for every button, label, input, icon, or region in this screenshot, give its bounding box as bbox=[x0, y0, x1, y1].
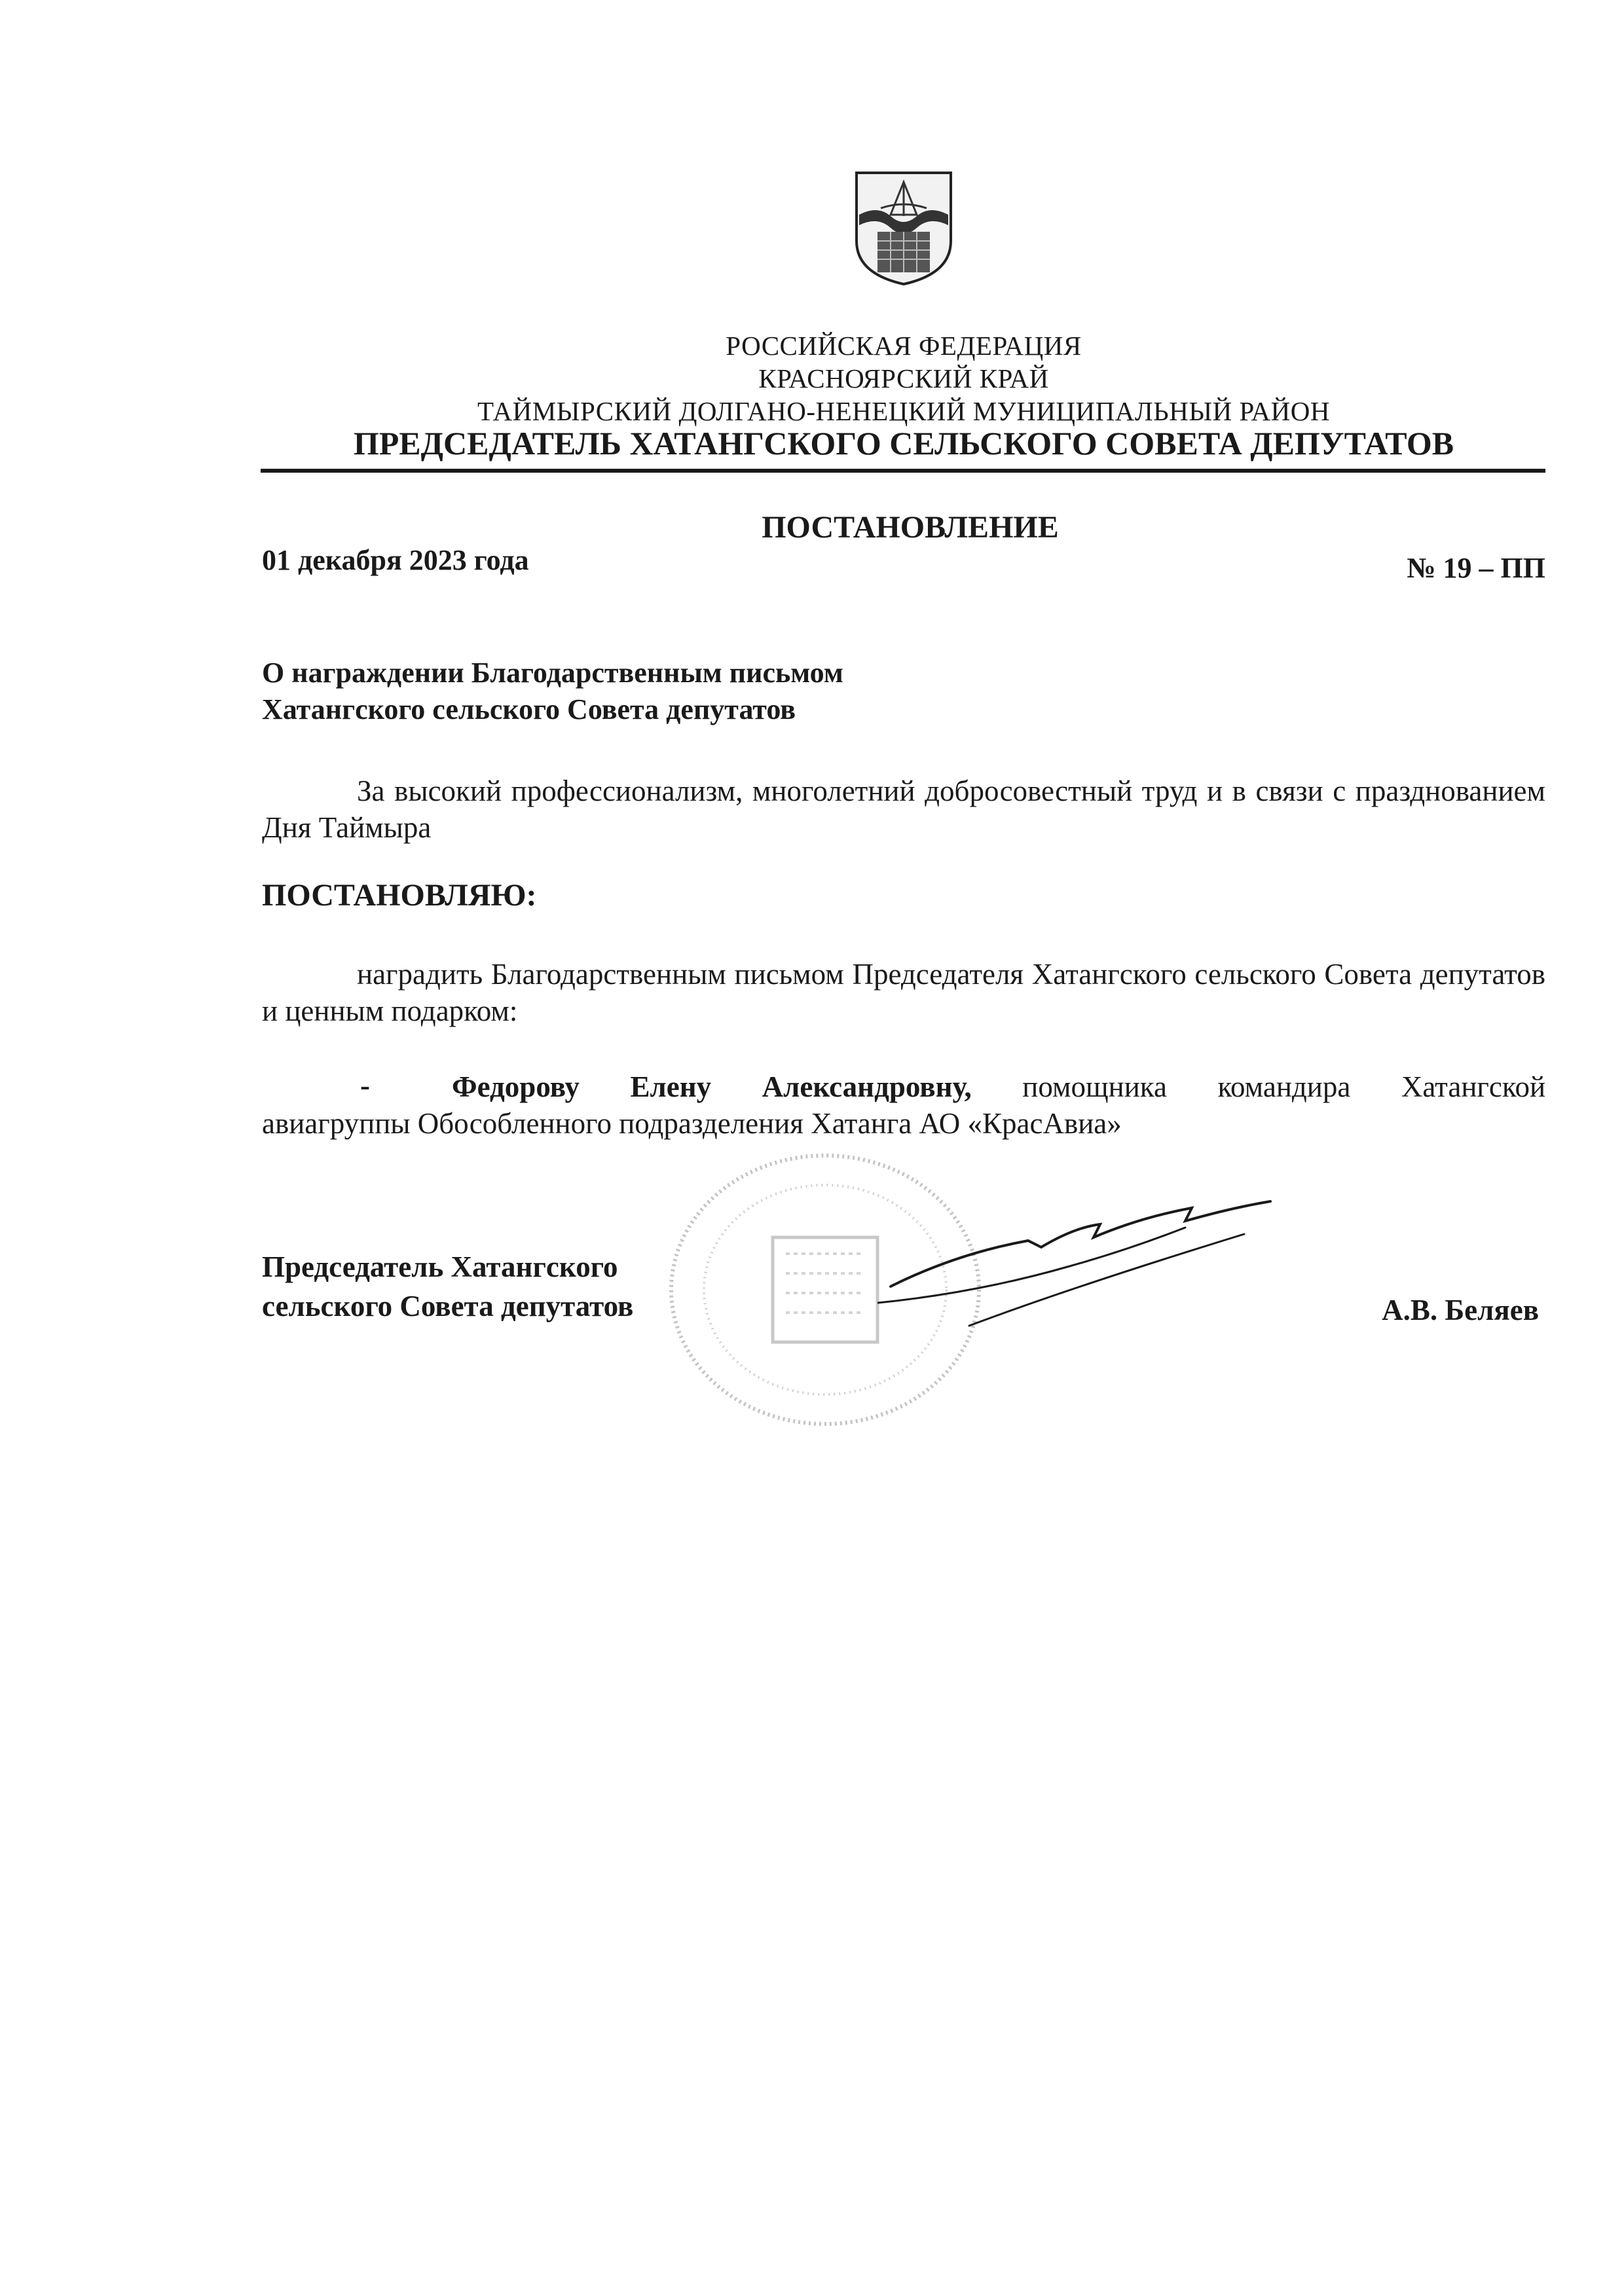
header-district: ТАЙМЫРСКИЙ ДОЛГАНО-НЕНЕЦКИЙ МУНИЦИПАЛЬНЫЙ РАЙОН bbox=[477, 396, 1330, 426]
signatory-position-line-2: сельского Совета депутатов bbox=[262, 1290, 634, 1322]
signatory-position-line-1: Председатель Хатангского bbox=[262, 1250, 618, 1283]
signatory-name: А.В. Беляев bbox=[1382, 1294, 1539, 1326]
header-divider bbox=[261, 469, 1545, 473]
decree-word: ПОСТАНОВЛЯЮ: bbox=[262, 878, 537, 913]
awardee-line-1 bbox=[452, 1068, 1545, 1105]
awardee-line-2: авиагруппы Обособленного подразделения Хатанга АО «КрасАвиа» bbox=[262, 1107, 1122, 1140]
resolution-paragraph: наградить Благодарственным письмом Председателя Хатангского сельского Совета депутатов и ценным подарком: bbox=[262, 958, 1545, 1027]
document-date: 01 декабря 2023 года bbox=[262, 544, 529, 576]
header-country: РОССИЙСКАЯ ФЕДЕРАЦИЯ bbox=[726, 331, 1082, 361]
document-type-title: ПОСТАНОВЛЕНИЕ bbox=[762, 510, 1059, 545]
subject-line-1: О награждении Благодарственным письмом bbox=[262, 657, 843, 689]
header-authority: ПРЕДСЕДАТЕЛЬ ХАТАНГСКОГО СЕЛЬСКОГО СОВЕТА ДЕПУТАТОВ bbox=[353, 425, 1454, 462]
preamble-paragraph: За высокий профессионализм, многолетний добросовестный труд и в связи с празднованием Дня Таймыра bbox=[262, 774, 1545, 844]
document-number: № 19 – ПП bbox=[1407, 552, 1545, 584]
coat-of-arms-emblem bbox=[851, 169, 956, 287]
header-region: КРАСНОЯРСКИЙ КРАЙ bbox=[758, 363, 1049, 393]
signatory-position bbox=[262, 1247, 633, 1326]
awardee-dash: - bbox=[360, 1069, 370, 1102]
awardee-position: помощника командира Хатангской bbox=[1022, 1070, 1546, 1103]
awardee-name: Федорову Елену Александровну, bbox=[452, 1070, 972, 1103]
handwritten-signature bbox=[877, 1188, 1283, 1339]
subject-line-2: Хатангского сельского Совета депутатов bbox=[262, 693, 796, 725]
document-subject bbox=[262, 655, 843, 728]
